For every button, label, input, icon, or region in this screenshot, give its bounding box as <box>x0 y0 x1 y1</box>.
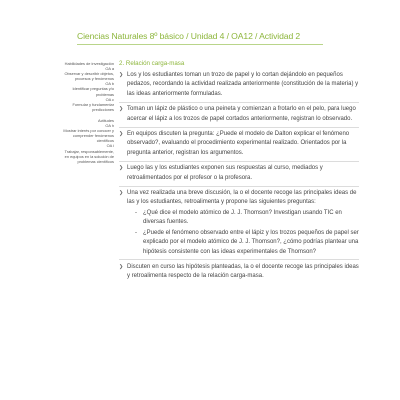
activity-step <box>119 164 359 183</box>
activity-step-text: Una vez realizada una breve discusión, la o el docente recoge las principales ideas de las y los estudiantes, retroalimenta y propone las siguientes preguntas: <box>127 190 357 206</box>
step-divider <box>119 186 359 187</box>
activity-step-text: Los y los estudiantes toman un trozo de papel y lo cortan dejándolo en pequeños pedazos, recordando la actividad realizada anteriormente (constitución de la materia) y las ideas anteriormente formuladas. <box>127 72 359 97</box>
chevron-right-icon: ❯ <box>119 165 124 172</box>
activity-step <box>119 71 359 99</box>
dash-marker: - <box>135 209 137 216</box>
header-divider <box>77 44 323 45</box>
step-divider <box>119 127 359 128</box>
sidebar-group-title: Actitudes <box>97 117 114 123</box>
activity-step <box>119 130 359 158</box>
sidebar-item-code: OA i <box>106 143 114 149</box>
sidebar-item-text: Observar y describir objetos, procesos y fenómenos <box>64 71 114 82</box>
sidebar-group-skills <box>62 61 114 112</box>
sidebar-item-code: OA a <box>105 66 114 72</box>
activity-step <box>119 189 359 208</box>
guiding-question-text: ¿Qué dice el modelo atómico de J. J. Thomson? Investigan usando TIC en diversas fuentes. <box>143 209 342 226</box>
sidebar-item-text: Identificar preguntas y/o problemas <box>72 86 114 97</box>
chevron-right-icon: ❯ <box>119 190 124 197</box>
activity-step <box>119 105 359 124</box>
activity-step-text: Luego las y los estudiantes exponen sus respuestas al curso, mediados y retroalimentados por el profesor o la profesora. <box>127 165 323 181</box>
activity-content <box>119 60 359 282</box>
activity-step <box>119 263 359 282</box>
step-divider <box>119 259 359 260</box>
chevron-right-icon: ❯ <box>119 72 124 78</box>
chevron-right-icon: ❯ <box>119 106 124 113</box>
section-title: 2. Relación carga-masa <box>119 60 185 67</box>
guiding-question <box>135 229 359 257</box>
step-divider <box>119 102 359 103</box>
activity-step-text: Discuten en curso las hipótesis planteadas, la o el docente recoge las principales ideas y retroalimenta respecto de la relación carga-masa. <box>127 263 359 280</box>
sidebar-item-text: Formular y fundamentar predicciones <box>72 101 114 112</box>
sidebar-item-text: Trabajar, responsablemente, en equipos en la solución de problemas científicos <box>64 148 114 164</box>
sidebar-item-code: OA h <box>105 123 114 129</box>
sidebar-item-text: Mostrar interés por conocer y comprender fenómenos científicos <box>63 128 114 144</box>
dash-marker: - <box>135 229 137 236</box>
sidebar-objectives <box>62 61 114 170</box>
sidebar-item-code: OA b <box>105 81 114 87</box>
page-header-title: Ciencias Naturales 8º básico / Unidad 4 / OA12 / Actividad 2 <box>77 31 301 41</box>
guiding-question-text: ¿Puede el fenómeno observado entre el lápiz y los trozos pequeños de papel ser explicado por el modelo atómico de J. J. Thomson?, ¿cómo podrías plantear una hipótesis consistente con las ideas experimentales de Thomson? <box>143 229 359 255</box>
step-divider <box>119 161 359 162</box>
chevron-right-icon: ❯ <box>119 263 124 270</box>
chevron-right-icon: ❯ <box>119 131 124 138</box>
sidebar-group-title: Habilidades de investigación <box>64 61 114 66</box>
activity-step-text: Toman un lápiz de plástico o una peineta y comienzan a frotarlo en el pelo, para luego acercar el lápiz a los trozos de papel cortados anteriormente, registran lo observado. <box>127 106 356 122</box>
sidebar-item-code: OA c <box>105 96 114 102</box>
activity-step-text: En equipos discuten la pregunta: ¿Puede el modelo de Dalton explicar el fenómeno observado?, evaluando el procedimiento experimental realizado. Orientados por la pregunta anterior, registran los argumentos. <box>127 131 350 156</box>
guiding-question <box>135 209 359 228</box>
sidebar-group-attitudes <box>62 118 114 164</box>
